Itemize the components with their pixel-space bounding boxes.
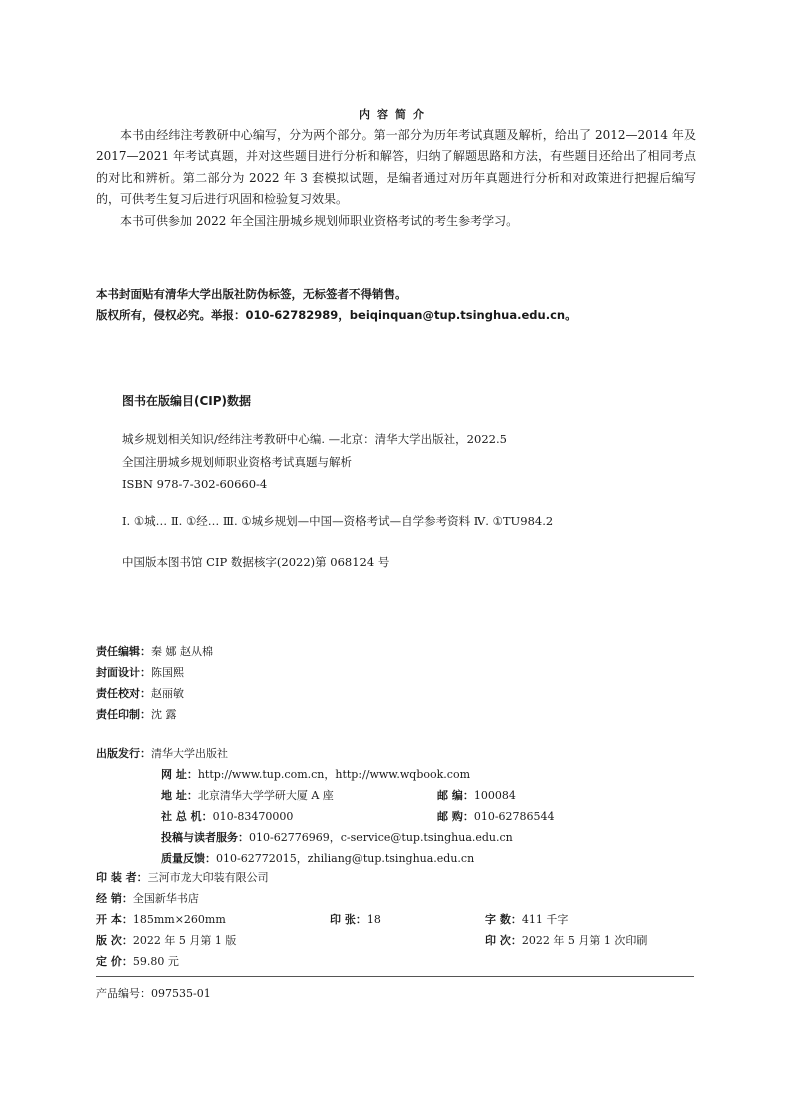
spec-sheets: 印 张：18 — [330, 913, 381, 926]
publisher-zip: 邮 编：100084 — [437, 789, 516, 802]
spec-edition: 版 次：2022 年 5 月第 1 版 — [96, 934, 237, 947]
spec-printer: 印 装 者：三河市龙大印装有限公司 — [96, 871, 269, 884]
cip-title: 图书在版编目(CIP)数据 — [122, 394, 252, 408]
cip-classification: Ⅰ. ①城… Ⅱ. ①经… Ⅲ. ①城乡规划—中国—资格考试—自学参考资料 Ⅳ. ①TU984.2 — [122, 514, 554, 528]
intro-paragraph: 本书可供参加 2022 年全国注册城乡规划师职业资格考试的考生参考学习。 — [120, 213, 519, 228]
intro-body — [96, 125, 696, 232]
spec-format: 开 本：185mm×260mm — [96, 913, 226, 926]
spec-words: 字 数：411 千字 — [485, 913, 569, 926]
publisher-website: 网 址：http://www.tup.com.cn，http://www.wqbook.com — [161, 768, 471, 781]
publisher-phone: 社 总 机：010-83470000 — [161, 810, 294, 823]
cip-isbn: ISBN 978-7-302-60660-4 — [122, 477, 268, 491]
credit-print: 责任印制：沈 露 — [96, 708, 177, 721]
credit-editor: 责任编辑：秦 娜 赵从棉 — [96, 645, 213, 658]
cip-line: 全国注册城乡规划师职业资格考试真题与解析 — [122, 455, 352, 469]
spec-distributor: 经 销：全国新华书店 — [96, 892, 199, 905]
credit-cover: 封面设计：陈国熙 — [96, 666, 184, 679]
publisher-quality: 质量反馈：010-62772015，zhiliang@tup.tsinghua.edu.cn — [161, 852, 475, 865]
cip-record: 中国版本图书馆 CIP 数据核字(2022)第 068124 号 — [122, 555, 390, 569]
product-code: 产品编号：097535-01 — [96, 987, 211, 1000]
intro-paragraph: 本书由经纬注考教研中心编写，分为两个部分。第一部分为历年考试真题及解析，给出了 2012—2014 年及 2017—2021 年考试真题，并对这些题目进行分析和解答，归纳了解题思路和方法，有些题目还给出了相同考点的对比和辨析。第二部分为 2022 年 3 套模拟试题，是编者通过对历年真题进行分析和对政策进行把握后编写的，可供考生复习后进行巩固和检验复习效果。 — [96, 128, 696, 207]
intro-title: 内容简介 — [359, 108, 431, 121]
spec-price: 定 价：59.80 元 — [96, 955, 179, 968]
anti-counterfeit-notice: 本书封面贴有清华大学出版社防伪标签，无标签者不得销售。 — [96, 287, 407, 301]
publisher-mail-order: 邮 购：010-62786544 — [437, 810, 555, 823]
divider — [96, 976, 694, 977]
credit-proof: 责任校对：赵丽敏 — [96, 687, 184, 700]
copyright-notice: 版权所有，侵权必究。举报：010-62782989，beiqinquan@tup.tsinghua.edu.cn。 — [96, 308, 577, 322]
publisher: 出版发行：清华大学出版社 — [96, 747, 228, 760]
publisher-address: 地 址：北京清华大学学研大厦 A 座 — [161, 789, 334, 802]
publisher-service: 投稿与读者服务：010-62776969，c-service@tup.tsinghua.edu.cn — [161, 831, 513, 844]
spec-impression: 印 次：2022 年 5 月第 1 次印刷 — [485, 934, 648, 947]
cip-line: 城乡规划相关知识/经纬注考教研中心编. —北京：清华大学出版社，2022.5 — [122, 432, 507, 446]
